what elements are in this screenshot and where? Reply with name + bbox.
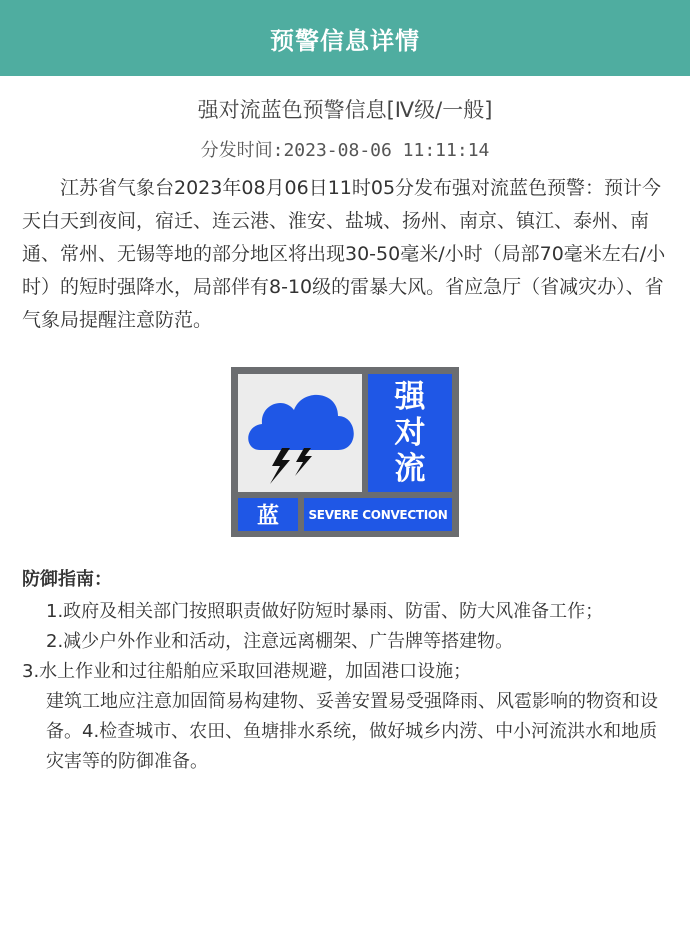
guide-item: 1.政府及相关部门按照职责做好防短时暴雨、防雷、防大风准备工作； (46, 601, 604, 622)
signal-name-char: 强 (394, 379, 426, 415)
thunderstorm-cloud-icon (238, 374, 362, 492)
guide-title: 防御指南： (22, 569, 112, 590)
page-title: 预警信息详情 (270, 26, 420, 55)
warning-signal (231, 367, 459, 537)
signal-name-char: 对 (394, 415, 426, 451)
guide-text (22, 597, 670, 777)
signal-english-label: SEVERE CONVECTION (304, 498, 452, 531)
signal-color-label: 蓝 (238, 498, 298, 531)
alert-time: 分发时间:2023-08-06 11:11:14 (200, 140, 490, 161)
warning-signal-container (0, 367, 690, 537)
page-header (0, 0, 690, 76)
alert-title: 强对流蓝色预警信息[Ⅳ级/一般] (197, 98, 493, 122)
guide-item: 2.减少户外作业和活动，注意远离棚架、广告牌等搭建物。 (46, 631, 514, 652)
guide-item: 建筑工地应注意加固简易构建物、妥善安置易受强降雨、风雹影响的物资和设备。4.检查城市、农田、鱼塘排水系统，做好城乡内涝、中小河流洪水和地质灾害等的防御准备。 (46, 691, 658, 772)
guide-item: 3.水上作业和过往船舶应采取回港规避，加固港口设施； (22, 661, 472, 682)
signal-name-panel (368, 374, 452, 492)
signal-name-char: 流 (394, 451, 426, 487)
alert-content: 江苏省气象台2023年08月06日11时05分发布强对流蓝色预警：预计今天白天到夜间，宿迁、连云港、淮安、盐城、扬州、南京、镇江、泰州、南通、常州、无锡等地的部分地区将出现30-50毫米/小时（局部70毫米左右/小时）的短时强降水，局部伴有8-10级的雷暴大风。省应急厅（省减灾办）、省气象局提醒注意防范。 (22, 177, 666, 331)
